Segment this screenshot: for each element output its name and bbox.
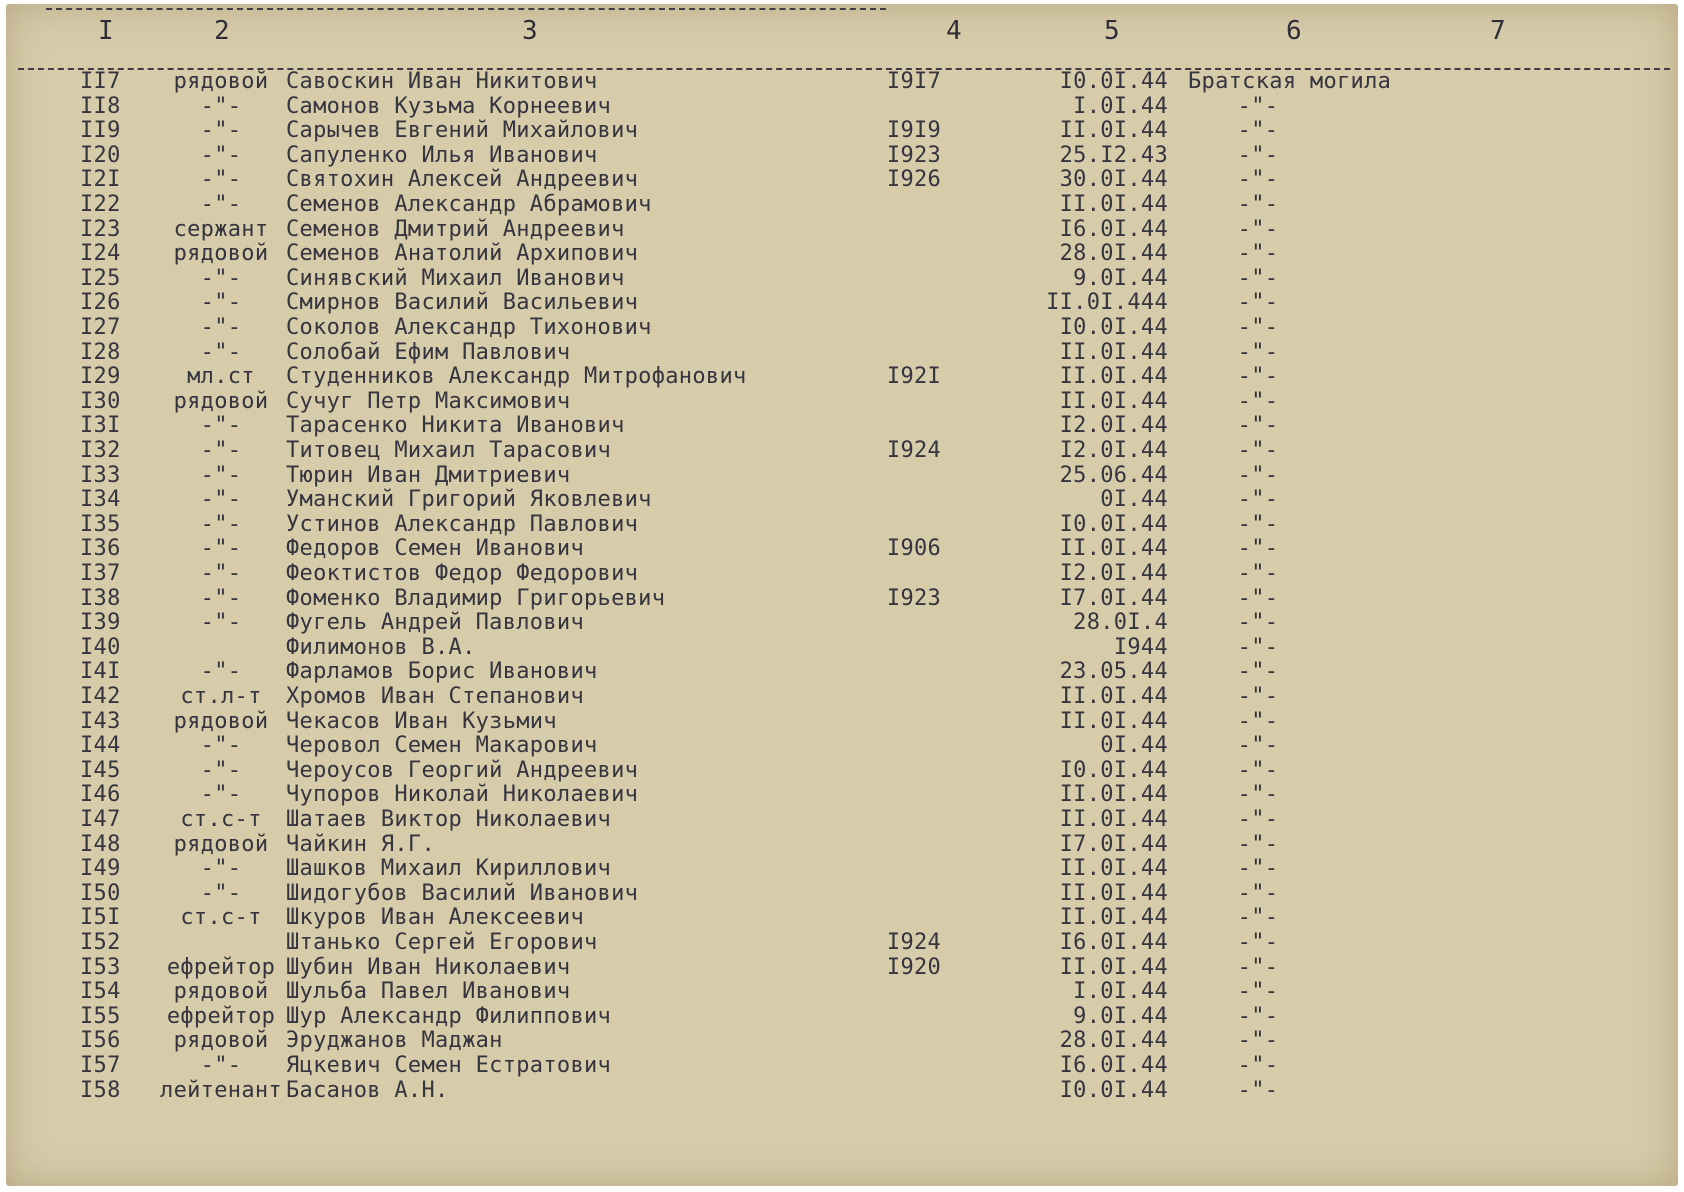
- record-birth-year: I924: [886, 438, 942, 463]
- record-burial-place: -"-: [1237, 757, 1279, 783]
- document-sheet: [6, 4, 1678, 1186]
- record-row: [6, 95, 1678, 119]
- record-name: Шашков Михаил Кириллович: [286, 856, 612, 882]
- record-name: Смирнов Василий Васильевич: [286, 290, 639, 316]
- record-number: I20: [80, 142, 121, 168]
- record-row: [6, 906, 1678, 930]
- column-number-6: 6: [1286, 16, 1302, 46]
- record-name: Сучуг Петр Максимович: [286, 388, 571, 414]
- record-number: I55: [80, 1003, 121, 1029]
- record-death-date: II.0I.44: [1059, 954, 1168, 980]
- record-number: II7: [80, 69, 121, 94]
- record-number: I58: [80, 1077, 121, 1103]
- record-burial-place: -"-: [1237, 388, 1279, 414]
- record-number: I57: [80, 1053, 121, 1078]
- record-burial-place: -"-: [1237, 733, 1279, 759]
- record-burial-place: -"-: [1237, 1003, 1279, 1029]
- record-rank: -"-: [200, 462, 242, 488]
- record-rank: ст.с-т: [180, 905, 262, 931]
- record-burial-place: -"-: [1237, 807, 1279, 832]
- record-burial-place: -"-: [1237, 831, 1279, 857]
- record-burial-place: -"-: [1237, 634, 1279, 660]
- record-rank: ефрейтор: [166, 1003, 276, 1029]
- record-rank: -"-: [200, 339, 242, 365]
- record-row: [6, 660, 1678, 684]
- record-number: I24: [80, 241, 121, 267]
- record-burial-place: Братская могила: [1188, 69, 1392, 94]
- record-birth-year: I923: [886, 142, 942, 168]
- record-death-date: I7.0I.44: [1059, 831, 1168, 857]
- record-number: I56: [80, 1028, 121, 1054]
- record-name: Шур Александр Филиппович: [286, 1003, 612, 1029]
- record-burial-place: -"-: [1237, 880, 1279, 906]
- record-death-date: 28.0I.4: [1073, 610, 1168, 636]
- record-name: Чупоров Николай Николаевич: [286, 782, 639, 808]
- record-burial-place: -"-: [1237, 438, 1279, 463]
- record-name: Чайкин Я.Г.: [286, 831, 435, 857]
- record-name: Басанов А.Н.: [286, 1077, 449, 1103]
- record-rank: -"-: [200, 1053, 242, 1078]
- record-number: I3I: [80, 413, 121, 439]
- record-row: [6, 587, 1678, 611]
- record-death-date: I2.0I.44: [1059, 438, 1168, 463]
- record-death-date: 30.0I.44: [1059, 167, 1168, 193]
- record-death-date: II.0I.44: [1059, 684, 1168, 709]
- record-rank: -"-: [200, 413, 242, 439]
- record-number: I29: [80, 364, 121, 390]
- record-rank: -"-: [200, 733, 242, 759]
- record-burial-place: -"-: [1237, 684, 1279, 709]
- record-burial-place: -"-: [1237, 241, 1279, 267]
- record-death-date: II.0I.44: [1059, 192, 1168, 217]
- record-death-date: II.0I.44: [1059, 905, 1168, 931]
- record-death-date: I0.0I.44: [1059, 511, 1168, 537]
- record-row: [6, 119, 1678, 143]
- record-death-date: 25.06.44: [1059, 462, 1168, 488]
- record-death-date: I944: [1113, 634, 1168, 660]
- record-name: Чероусов Георгий Андреевич: [286, 757, 639, 783]
- record-name: Самонов Кузьма Корнеевич: [286, 93, 612, 119]
- record-name: Сарычев Евгений Михайлович: [286, 118, 639, 144]
- record-burial-place: -"-: [1237, 511, 1279, 537]
- record-birth-year: I9I9: [886, 118, 942, 144]
- record-burial-place: -"-: [1237, 192, 1279, 217]
- record-rank: -"-: [200, 880, 242, 906]
- record-name: Синявский Михаил Иванович: [286, 265, 625, 291]
- record-row: [6, 636, 1678, 660]
- record-row: [6, 390, 1678, 414]
- record-number: I37: [80, 561, 121, 586]
- record-row: [6, 882, 1678, 906]
- record-name: Соколов Александр Тихонович: [286, 315, 652, 340]
- record-burial-place: -"-: [1237, 979, 1279, 1005]
- record-name: Устинов Александр Павлович: [286, 511, 639, 537]
- record-name: Фугель Андрей Павлович: [286, 610, 584, 636]
- record-death-date: II.0I.44: [1059, 880, 1168, 906]
- record-row: [6, 267, 1678, 291]
- record-row: [6, 1005, 1678, 1029]
- record-birth-year: I920: [886, 954, 942, 980]
- record-death-date: II.0I.44: [1059, 782, 1168, 808]
- record-rank: рядовой: [173, 979, 269, 1005]
- record-number: I22: [80, 192, 121, 217]
- record-number: I47: [80, 807, 121, 832]
- record-rank: рядовой: [173, 69, 269, 94]
- record-rank: -"-: [200, 290, 242, 316]
- record-burial-place: -"-: [1237, 216, 1279, 242]
- record-row: [6, 1029, 1678, 1053]
- record-death-date: I6.0I.44: [1059, 1053, 1168, 1078]
- record-rank: рядовой: [173, 708, 269, 734]
- record-rank: -"-: [200, 118, 242, 144]
- record-death-date: 9.0I.44: [1073, 1003, 1168, 1029]
- record-name: Шульба Павел Иванович: [286, 979, 571, 1005]
- record-burial-place: -"-: [1237, 118, 1279, 144]
- record-burial-place: -"-: [1237, 364, 1279, 390]
- record-death-date: I6.0I.44: [1059, 216, 1168, 242]
- record-row: [6, 242, 1678, 266]
- record-row: [6, 980, 1678, 1004]
- record-burial-place: -"-: [1237, 487, 1279, 513]
- record-row: [6, 291, 1678, 315]
- record-rank: -"-: [200, 142, 242, 168]
- record-death-date: II.0I.44: [1059, 388, 1168, 414]
- record-name: Семенов Анатолий Архипович: [286, 241, 639, 267]
- column-number-2: 2: [214, 16, 230, 46]
- record-number: I33: [80, 462, 121, 488]
- record-birth-year: I924: [886, 930, 942, 955]
- record-burial-place: -"-: [1237, 142, 1279, 168]
- record-name: Титовец Михаил Тарасович: [286, 438, 612, 463]
- record-number: II9: [80, 118, 121, 144]
- record-number: I43: [80, 708, 121, 734]
- record-name: Шатаев Виктор Николаевич: [286, 807, 612, 832]
- record-death-date: II.0I.44: [1059, 536, 1168, 562]
- record-rank: -"-: [200, 438, 242, 463]
- record-number: I39: [80, 610, 121, 636]
- record-rank: рядовой: [173, 831, 269, 857]
- record-burial-place: -"-: [1237, 265, 1279, 291]
- record-rank: -"-: [200, 561, 242, 586]
- record-number: I26: [80, 290, 121, 316]
- record-rank: рядовой: [173, 241, 269, 267]
- record-number: I46: [80, 782, 121, 808]
- record-number: I30: [80, 388, 121, 414]
- record-name: Черовол Семен Макарович: [286, 733, 598, 759]
- record-burial-place: -"-: [1237, 708, 1279, 734]
- column-number-1: I: [98, 16, 114, 46]
- record-rank: -"-: [200, 536, 242, 562]
- record-row: [6, 808, 1678, 832]
- record-death-date: II.0I.44: [1059, 118, 1168, 144]
- record-death-date: I0.0I.44: [1059, 315, 1168, 340]
- record-rank: -"-: [200, 315, 242, 340]
- record-number: I42: [80, 684, 121, 709]
- record-rank: сержант: [173, 216, 269, 242]
- record-burial-place: -"-: [1237, 659, 1279, 685]
- record-name: Святохин Алексей Андреевич: [286, 167, 639, 193]
- record-number: I2I: [80, 167, 121, 193]
- record-rank: ст.л-т: [180, 684, 262, 709]
- record-rank: лейтенант: [160, 1077, 282, 1103]
- record-burial-place: -"-: [1237, 1077, 1279, 1103]
- record-number: I48: [80, 831, 121, 857]
- record-name: Уманский Григорий Яковлевич: [286, 487, 652, 513]
- record-burial-place: -"-: [1237, 339, 1279, 365]
- record-row: [6, 734, 1678, 758]
- record-rank: мл.ст: [187, 364, 255, 390]
- record-death-date: I2.0I.44: [1059, 413, 1168, 439]
- column-number-4: 4: [946, 16, 962, 46]
- record-death-date: I7.0I.44: [1059, 585, 1168, 611]
- record-name: Фарламов Борис Иванович: [286, 659, 598, 685]
- record-number: I54: [80, 979, 121, 1005]
- record-row: [6, 956, 1678, 980]
- record-burial-place: -"-: [1237, 585, 1279, 611]
- record-row: [6, 537, 1678, 561]
- record-rank: ст.с-т: [180, 807, 262, 832]
- record-name: Яцкевич Семен Естратович: [286, 1053, 612, 1078]
- record-name: Савоскин Иван Никитович: [286, 69, 598, 94]
- record-name: Федоров Семен Иванович: [286, 536, 584, 562]
- record-burial-place: -"-: [1237, 1053, 1279, 1078]
- record-row: [6, 341, 1678, 365]
- record-rank: -"-: [200, 93, 242, 119]
- record-row: [6, 1079, 1678, 1103]
- record-rank: -"-: [200, 610, 242, 636]
- record-death-date: II.0I.44: [1059, 856, 1168, 882]
- record-row: [6, 70, 1678, 94]
- record-row: [6, 1054, 1678, 1078]
- record-number: I5I: [80, 905, 121, 931]
- record-birth-year: I926: [886, 167, 942, 193]
- record-row: [6, 931, 1678, 955]
- record-name: Семенов Дмитрий Андреевич: [286, 216, 625, 242]
- record-burial-place: -"-: [1237, 462, 1279, 488]
- record-name: Шубин Иван Николаевич: [286, 954, 571, 980]
- record-name: Солобай Ефим Павлович: [286, 339, 571, 365]
- record-rank: -"-: [200, 782, 242, 808]
- record-name: Сапуленко Илья Иванович: [286, 142, 598, 168]
- record-death-date: II.0I.44: [1059, 339, 1168, 365]
- record-row: [6, 513, 1678, 537]
- record-burial-place: -"-: [1237, 167, 1279, 193]
- record-rank: -"-: [200, 585, 242, 611]
- record-name: Чекасов Иван Кузьмич: [286, 708, 557, 734]
- record-death-date: II.0I.44: [1059, 708, 1168, 734]
- record-burial-place: -"-: [1237, 782, 1279, 808]
- record-death-date: II.0I.44: [1059, 807, 1168, 832]
- record-number: I40: [80, 634, 121, 660]
- record-number: I38: [80, 585, 121, 611]
- record-number: I45: [80, 757, 121, 783]
- record-row: [6, 193, 1678, 217]
- record-death-date: I.0I.44: [1073, 979, 1168, 1005]
- record-death-date: I.0I.44: [1073, 93, 1168, 119]
- record-burial-place: -"-: [1237, 1028, 1279, 1054]
- record-name: Тюрин Иван Дмитриевич: [286, 462, 571, 488]
- record-name: Штанько Сергей Егорович: [286, 930, 598, 955]
- record-rank: -"-: [200, 757, 242, 783]
- record-name: Студенников Александр Митрофанович: [286, 364, 747, 390]
- record-row: [6, 759, 1678, 783]
- record-row: [6, 710, 1678, 734]
- record-row: [6, 488, 1678, 512]
- record-row: [6, 783, 1678, 807]
- record-row: [6, 685, 1678, 709]
- record-number: I44: [80, 733, 121, 759]
- record-death-date: I2.0I.44: [1059, 561, 1168, 586]
- record-number: II8: [80, 93, 121, 119]
- record-death-date: II.0I.44: [1059, 364, 1168, 390]
- record-row: [6, 439, 1678, 463]
- record-rank: -"-: [200, 265, 242, 291]
- record-row: [6, 168, 1678, 192]
- record-name: Тарасенко Никита Иванович: [286, 413, 625, 439]
- column-number-7: 7: [1490, 16, 1506, 46]
- record-death-date: I0.0I.44: [1059, 1077, 1168, 1103]
- record-death-date: 25.I2.43: [1059, 142, 1168, 168]
- record-burial-place: -"-: [1237, 610, 1279, 636]
- record-rank: -"-: [200, 192, 242, 217]
- record-number: I32: [80, 438, 121, 463]
- record-rank: рядовой: [173, 1028, 269, 1054]
- record-rank: -"-: [200, 511, 242, 537]
- record-row: [6, 833, 1678, 857]
- record-number: I23: [80, 216, 121, 242]
- record-death-date: II.0I.444: [1046, 290, 1168, 316]
- record-row: [6, 144, 1678, 168]
- record-name: Семенов Александр Абрамович: [286, 192, 652, 217]
- record-rank: -"-: [200, 856, 242, 882]
- record-death-date: I0.0I.44: [1059, 69, 1168, 94]
- record-number: I28: [80, 339, 121, 365]
- record-birth-year: I92I: [886, 364, 942, 390]
- record-rank: ефрейтор: [166, 954, 276, 980]
- record-number: I27: [80, 315, 121, 340]
- record-row: [6, 414, 1678, 438]
- record-name: Филимонов В.А.: [286, 634, 476, 660]
- record-rank: -"-: [200, 487, 242, 513]
- record-birth-year: I906: [886, 536, 942, 562]
- record-birth-year: I9I7: [886, 69, 942, 94]
- record-birth-year: I923: [886, 585, 942, 611]
- record-number: I52: [80, 930, 121, 955]
- record-number: I50: [80, 880, 121, 906]
- record-death-date: 0I.44: [1100, 733, 1168, 759]
- record-row: [6, 365, 1678, 389]
- record-row: [6, 611, 1678, 635]
- record-burial-place: -"-: [1237, 536, 1279, 562]
- record-number: I25: [80, 265, 121, 291]
- record-number: I36: [80, 536, 121, 562]
- record-name: Шидогубов Василий Иванович: [286, 880, 639, 906]
- column-number-5: 5: [1104, 16, 1120, 46]
- record-burial-place: -"-: [1237, 856, 1279, 882]
- record-number: I4I: [80, 659, 121, 685]
- record-burial-place: -"-: [1237, 315, 1279, 340]
- record-row: [6, 562, 1678, 586]
- record-burial-place: -"-: [1237, 93, 1279, 119]
- record-row: [6, 857, 1678, 881]
- record-death-date: I0.0I.44: [1059, 757, 1168, 783]
- record-row: [6, 316, 1678, 340]
- record-rank: рядовой: [173, 388, 269, 414]
- record-burial-place: -"-: [1237, 954, 1279, 980]
- column-number-3: 3: [522, 16, 538, 46]
- record-death-date: 9.0I.44: [1073, 265, 1168, 291]
- record-rank: -"-: [200, 167, 242, 193]
- record-row: [6, 464, 1678, 488]
- record-name: Феоктистов Федор Федорович: [286, 561, 639, 586]
- record-burial-place: -"-: [1237, 930, 1279, 955]
- record-name: Фоменко Владимир Григорьевич: [286, 585, 666, 611]
- record-death-date: 28.0I.44: [1059, 241, 1168, 267]
- record-death-date: 23.05.44: [1059, 659, 1168, 685]
- record-burial-place: -"-: [1237, 413, 1279, 439]
- record-death-date: 0I.44: [1100, 487, 1168, 513]
- record-name: Хромов Иван Степанович: [286, 684, 584, 709]
- record-rank: -"-: [200, 659, 242, 685]
- record-row: [6, 218, 1678, 242]
- record-name: Шкуров Иван Алексеевич: [286, 905, 584, 931]
- record-number: I35: [80, 511, 121, 537]
- record-death-date: I6.0I.44: [1059, 930, 1168, 955]
- record-number: I53: [80, 954, 121, 980]
- record-burial-place: -"-: [1237, 561, 1279, 586]
- record-death-date: 28.0I.44: [1059, 1028, 1168, 1054]
- record-burial-place: -"-: [1237, 905, 1279, 931]
- record-burial-place: -"-: [1237, 290, 1279, 316]
- record-name: Эруджанов Маджан: [286, 1028, 503, 1054]
- record-number: I34: [80, 487, 121, 513]
- top-edge-rule: [46, 8, 886, 10]
- record-number: I49: [80, 856, 121, 882]
